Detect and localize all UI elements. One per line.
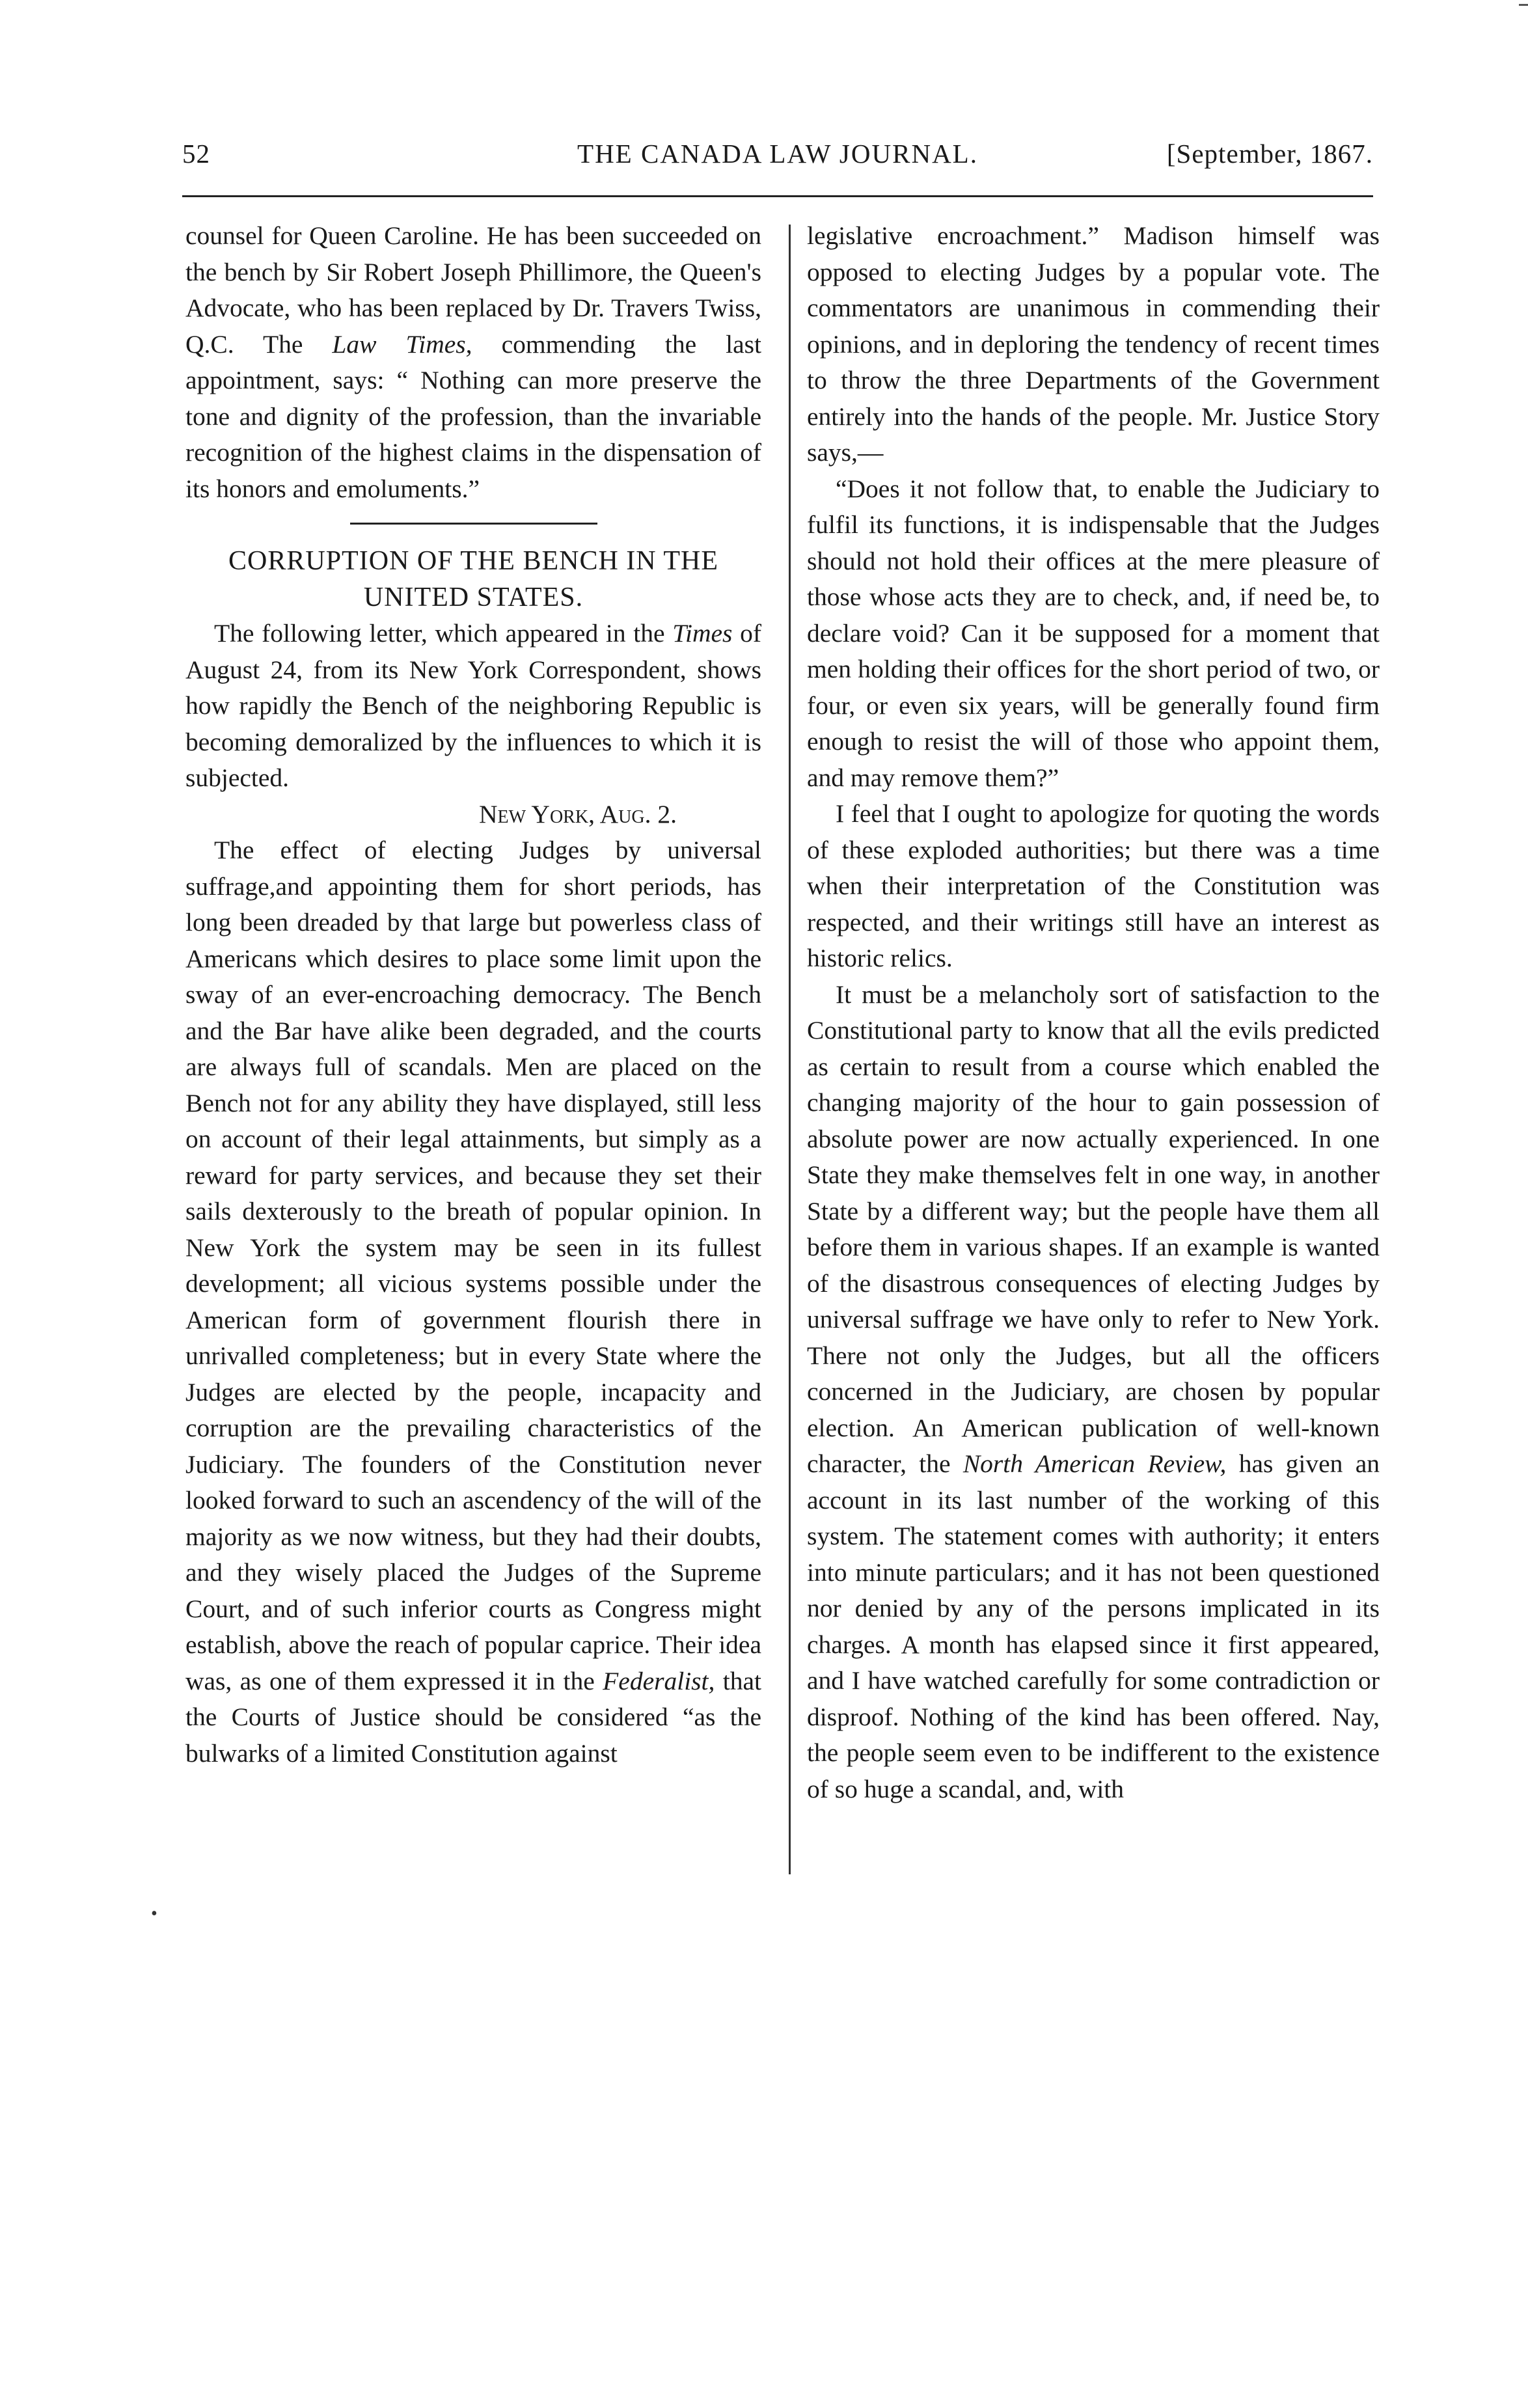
left-p1-the: The [262, 329, 303, 359]
left-column [185, 218, 761, 1772]
north-american-review-title: North American Review, [962, 1449, 1227, 1478]
dateline: New York, Aug. 2. [478, 799, 677, 828]
column-divider [789, 225, 791, 1874]
left-p3-text-c: that the Courts of Justice should be considered “as the bulwarks of a limited Constitution against [185, 1666, 761, 1768]
left-p1-text: counsel for Queen Caroline. He has been succeeded on the bench by Sir Robert Joseph Phillimore, the Queen's Advocate, who has been replaced by Dr. Travers Twiss, Q.C. [185, 221, 761, 359]
journal-title: THE CANADA LAW JOURNAL. [577, 139, 978, 169]
right-column [807, 218, 1380, 1807]
page-header [182, 138, 1373, 177]
left-paragraph-1 [185, 218, 761, 507]
left-p2-text-a: The following letter, which appeared in the [214, 619, 665, 648]
right-p4-text-a: It must be a melancholy sort of satisfaction to the Constitutional party to know that all the evils predicted as certain to result from a course which enabled the changing majority of the hour to gain possession of absolute power are now actually experienced. In one State they make themselves felt in one way, in another State by a different way; but the people have them all before them in various shapes. If an example is wanted of the disastrous consequences of electing Judges by universal suffrage we have only to refer to New York. There not only the Judges, but all the officers concerned in the Judiciary, are chosen by popular election. An American publication of well-known character, the [807, 979, 1380, 1478]
left-paragraph-2 [185, 616, 761, 797]
story-quote: “Does it not follow that, to enable the Judiciary to fulfil its functions, it is indispensable that the Judges should not hold their offices at the mere pleasure of those whose acts they are to check, and, if need be, to declare void? Can it be supposed for a moment that men holding their offices for the short period of two, or four, or even six years, will be generally found firm enough to resist the will of those who appoint them, and may remove them?” [807, 474, 1380, 792]
margin-mark: • [151, 1904, 157, 1924]
left-p1-quote: commending the last appointment, says: “ Nothing can more preserve the tone and dignity of the profession, than the invariable recognition of the highest claims in the dispensation of its honors and emoluments.” [185, 329, 761, 503]
left-p3-text: The effect of electing Judges by universal suffrage,and appointing them for short periods, has long been dreaded by that large but powerless class of Americans which desires to place some limit upon the sway of an ever-encroaching democracy. The Bench and the Bar have alike been degraded, and the courts are always full of scandals. Men are placed on the Bench not for any ability they have displayed, still less on account of their legal attainments, but simply as a reward for party services, and because they set their sails dexterously to the breath of popular opinion. In New York the system may be seen in its fullest development; all vicious systems possible under the American form of government flourish there in unrivalled completeness; but in every State where the Judges are elected by the people, incapacity and corruption are the prevailing characteristics of the Judiciary. The founders of the Constitution never looked forward to such an ascendency of the will of the majority as we now witness, but they had their doubts, and they wisely placed the Judges of the Supreme Court, and of such inferior courts as Congress might establish, above the reach of popular caprice. Their idea was, as one of them expressed it in the [185, 836, 761, 1695]
federalist-title: Federalist, [603, 1666, 715, 1695]
issue-date: [September, 1867. [1166, 139, 1373, 169]
article-heading: CORRUPTION OF THE BENCH IN THE UNITED STATES. [228, 546, 718, 612]
right-paragraph-3: I feel that I ought to apologize for quoting the words of these exploded authorities; but there was a time when their interpretation of the Constitution was respected, and their writings still have an interest as historic relics. [807, 799, 1380, 972]
left-paragraph-3 [185, 832, 761, 1772]
page-corner-mark [1519, 4, 1528, 6]
right-paragraph-4 [807, 977, 1380, 1808]
left-p2-text-c: of August 24, from its New York Correspondent, shows how rapidly the Bench of the neighboring Republic is becoming demoralized by the influences to which it is subjected. [185, 619, 762, 792]
right-p4-text-c: has given an account in its last number of the working of this system. The statement comes with authority; it enters into minute particulars; and it has not been questioned nor denied by any of the persons implicated in its charges. A month has elapsed since it first appeared, and I have watched carefully for some contradiction or disproof. Nothing of the kind has been offered. Nay, the people seem even to be indifferent to the existence of so huge a scandal, and, with [807, 1449, 1380, 1803]
section-rule [350, 523, 597, 525]
right-paragraph-1: legislative encroachment.” Madison himself was opposed to electing Judges by a popular vote. The commentators are unanimous in commending their opinions, and in deploring the tendency of recent times to throw the three Departments of the Government entirely into the hands of the people. Mr. Justice Story says,— [807, 221, 1380, 467]
times-title: Times [672, 619, 733, 648]
header-rule [182, 195, 1373, 197]
page-number: 52 [182, 139, 210, 169]
law-times-title: Law Times, [332, 329, 472, 359]
